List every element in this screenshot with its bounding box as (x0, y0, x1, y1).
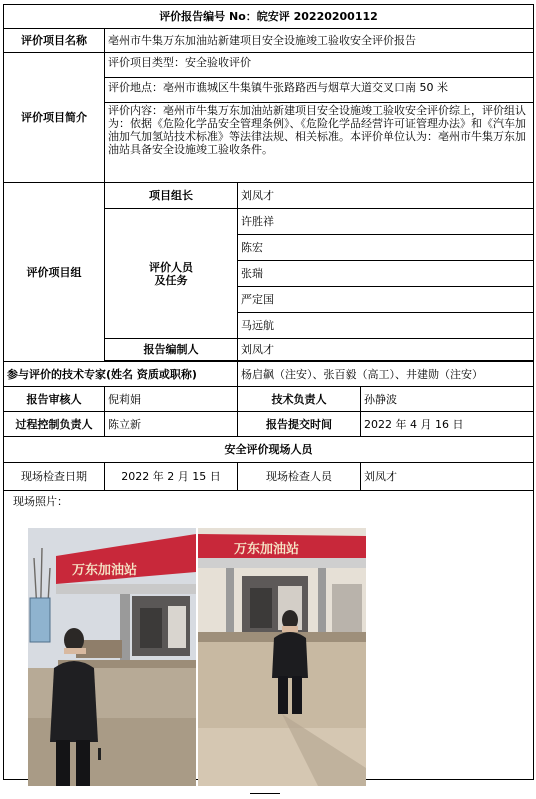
svg-text:万东加油站: 万东加油站 (72, 563, 138, 578)
tech-lead-label: 技术负责人 (238, 387, 361, 412)
team-members-label: 评价人员 及任务 (105, 209, 238, 339)
report-number: 评价报告编号 No：皖安评 20220200112 (4, 5, 534, 29)
site-photo-left-image (28, 528, 196, 786)
project-name-label: 评价项目名称 (4, 29, 105, 53)
team-label: 评价项目组 (4, 183, 105, 362)
reviewer-value: 倪莉娟 (105, 387, 238, 412)
experts-label: 参与评价的技术专家(姓名 资质或职称) (4, 362, 238, 387)
project-intro-cell (105, 53, 534, 183)
team-member: 张瑞 (238, 261, 534, 287)
reviewer-label: 报告审核人 (4, 387, 105, 412)
process-controller-label: 过程控制负责人 (4, 412, 105, 437)
team-member: 陈宏 (238, 235, 534, 261)
site-photo-left (28, 528, 196, 786)
site-photos-label: 现场照片： (13, 495, 68, 508)
team-member: 马远航 (238, 313, 534, 339)
project-location-line: 评价地点：亳州市谯城区牛集镇牛张路路西与烟草大道交叉口南 50 米 (105, 78, 533, 103)
site-photo-right (198, 528, 366, 786)
compiler-label: 报告编制人 (105, 339, 238, 361)
experts-value: 杨启飙（注安）、张百毅（高工）、井建勋（注安） (238, 362, 534, 387)
compiler-value: 刘凤才 (238, 339, 534, 361)
project-type-line: 评价项目类型：安全验收评价 (105, 53, 533, 78)
team-member: 严定国 (238, 287, 534, 313)
page-mark (250, 793, 280, 794)
submit-time-label: 报告提交时间 (238, 412, 361, 437)
process-controller-value: 陈立新 (105, 412, 238, 437)
team-leader-value: 刘凤才 (238, 183, 534, 209)
project-content-line: 评价内容：亳州市牛集万东加油站新建项目安全设施竣工验收安全评价综上，评价组认为：依据《危险化学品安全管理条例》、《危险化学品经营许可证管理办法》和《汽车加油加气加氢站技术标准》等法律法规、相关标准。本评价单位认为：亳州市牛集万东加油站具备安全设施竣工验收条件。 (108, 104, 526, 156)
onsite-staff-value: 刘凤才 (361, 463, 534, 491)
team-member: 许胜祥 (238, 209, 534, 235)
onsite-date-value: 2022 年 2 月 15 日 (105, 463, 238, 491)
site-photos (28, 528, 366, 786)
onsite-staff-header: 安全评价现场人员 (4, 437, 534, 463)
submit-time-value: 2022 年 4 月 16 日 (361, 412, 534, 437)
project-intro-label: 评价项目简介 (4, 53, 105, 183)
onsite-staff-label: 现场检查人员 (238, 463, 361, 491)
tech-lead-value: 孙静波 (361, 387, 534, 412)
svg-text:万东加油站: 万东加油站 (234, 542, 300, 557)
onsite-date-label: 现场检查日期 (4, 463, 105, 491)
team-leader-label: 项目组长 (105, 183, 238, 209)
site-photo-right-image (198, 528, 366, 786)
project-name-value: 亳州市牛集万东加油站新建项目安全设施竣工验收安全评价报告 (105, 29, 534, 53)
